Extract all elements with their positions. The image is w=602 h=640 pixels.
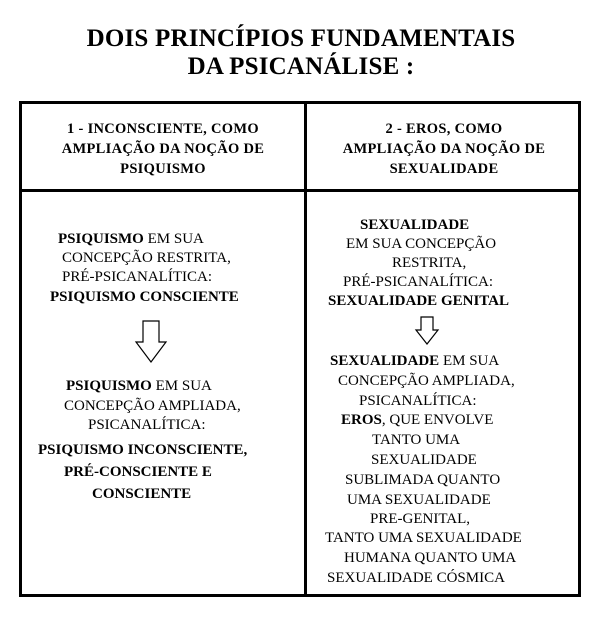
- right-restricted-line-4: PRÉ-PSICANALÍTICA:: [343, 274, 494, 290]
- left-restricted-line-2: CONCEPÇÃO RESTRITA,: [62, 250, 231, 266]
- right-expanded-line-3: PSICANALÍTICA:: [359, 393, 477, 409]
- right-expanded-line-12: SEXUALIDADE CÓSMICA: [327, 570, 505, 586]
- right-expanded-line-11: HUMANA QUANTO UMA: [344, 550, 517, 566]
- sexualidade-genital: SEXUALIDADE GENITAL: [328, 293, 510, 309]
- left-expanded-line-2: CONCEPÇÃO AMPLIADA,: [64, 398, 241, 414]
- page-title-line-2: DA PSICANÁLISE :: [187, 53, 415, 80]
- two-column-table: [19, 101, 581, 597]
- left-header-line-3: PSIQUISMO: [120, 161, 206, 177]
- right-column-header: [313, 119, 575, 179]
- header-divider: [22, 189, 578, 192]
- psiquismo-consciente: PSIQUISMO CONSCIENTE: [50, 289, 239, 305]
- psiquismo-term-2: PSIQUISMO: [66, 378, 152, 394]
- right-header-line-1: 2 - EROS, COMO: [385, 121, 503, 137]
- right-expanded-line-5: TANTO UMA: [372, 432, 461, 448]
- right-expanded-line-8: UMA SEXUALIDADE: [347, 492, 491, 508]
- right-restricted-line-1: SEXUALIDADE: [360, 217, 470, 233]
- left-expanded-line-3: PSICANALÍTICA:: [88, 417, 206, 433]
- left-expanded-line-1-rest: EM SUA: [151, 378, 212, 394]
- left-expanded-line-1: [66, 377, 212, 396]
- right-restricted-line-3: RESTRITA,: [392, 255, 467, 271]
- down-arrow-icon-left: [134, 320, 168, 364]
- right-expanded-line-9: PRE-GENITAL,: [370, 511, 471, 527]
- left-column-header: [28, 119, 298, 179]
- left-expanded-line-5: PRÉ-CONSCIENTE E: [64, 464, 212, 480]
- right-header-line-3: SEXUALIDADE: [389, 161, 499, 177]
- psiquismo-term: PSIQUISMO: [58, 231, 144, 247]
- down-arrow-icon-right: [414, 316, 440, 346]
- right-expanded-line-1: [330, 352, 499, 371]
- right-expanded-line-2: CONCEPÇÃO AMPLIADA,: [338, 373, 515, 389]
- sexualidade-term: SEXUALIDADE: [330, 353, 440, 369]
- left-expanded-line-4: PSIQUISMO INCONSCIENTE,: [38, 442, 248, 458]
- left-header-line-2: AMPLIAÇÃO DA NOÇÃO DE: [61, 141, 265, 157]
- right-expanded-line-4-rest: , QUE ENVOLVE: [381, 412, 494, 428]
- column-divider: [304, 104, 307, 594]
- right-expanded-line-7: SUBLIMADA QUANTO: [345, 472, 501, 488]
- left-restricted-line-1: [58, 230, 204, 249]
- left-expanded-line-6: CONSCIENTE: [92, 486, 192, 502]
- right-expanded-line-1-rest: EM SUA: [439, 353, 500, 369]
- right-expanded-line-6: SEXUALIDADE: [371, 452, 477, 468]
- page-title-line-1: DOIS PRINCÍPIOS FUNDAMENTAIS: [86, 25, 516, 52]
- left-restricted-line-1-rest: EM SUA: [143, 231, 204, 247]
- left-header-line-1: 1 - INCONSCIENTE, COMO: [67, 121, 259, 137]
- right-expanded-line-4: [341, 411, 493, 430]
- right-header-line-2: AMPLIAÇÃO DA NOÇÃO DE: [342, 141, 546, 157]
- left-restricted-line-3: PRÉ-PSICANALÍTICA:: [62, 269, 213, 285]
- right-expanded-line-10: TANTO UMA SEXUALIDADE: [325, 530, 522, 546]
- eros-term: EROS: [341, 412, 382, 428]
- right-restricted-line-2: EM SUA CONCEPÇÃO: [346, 236, 497, 252]
